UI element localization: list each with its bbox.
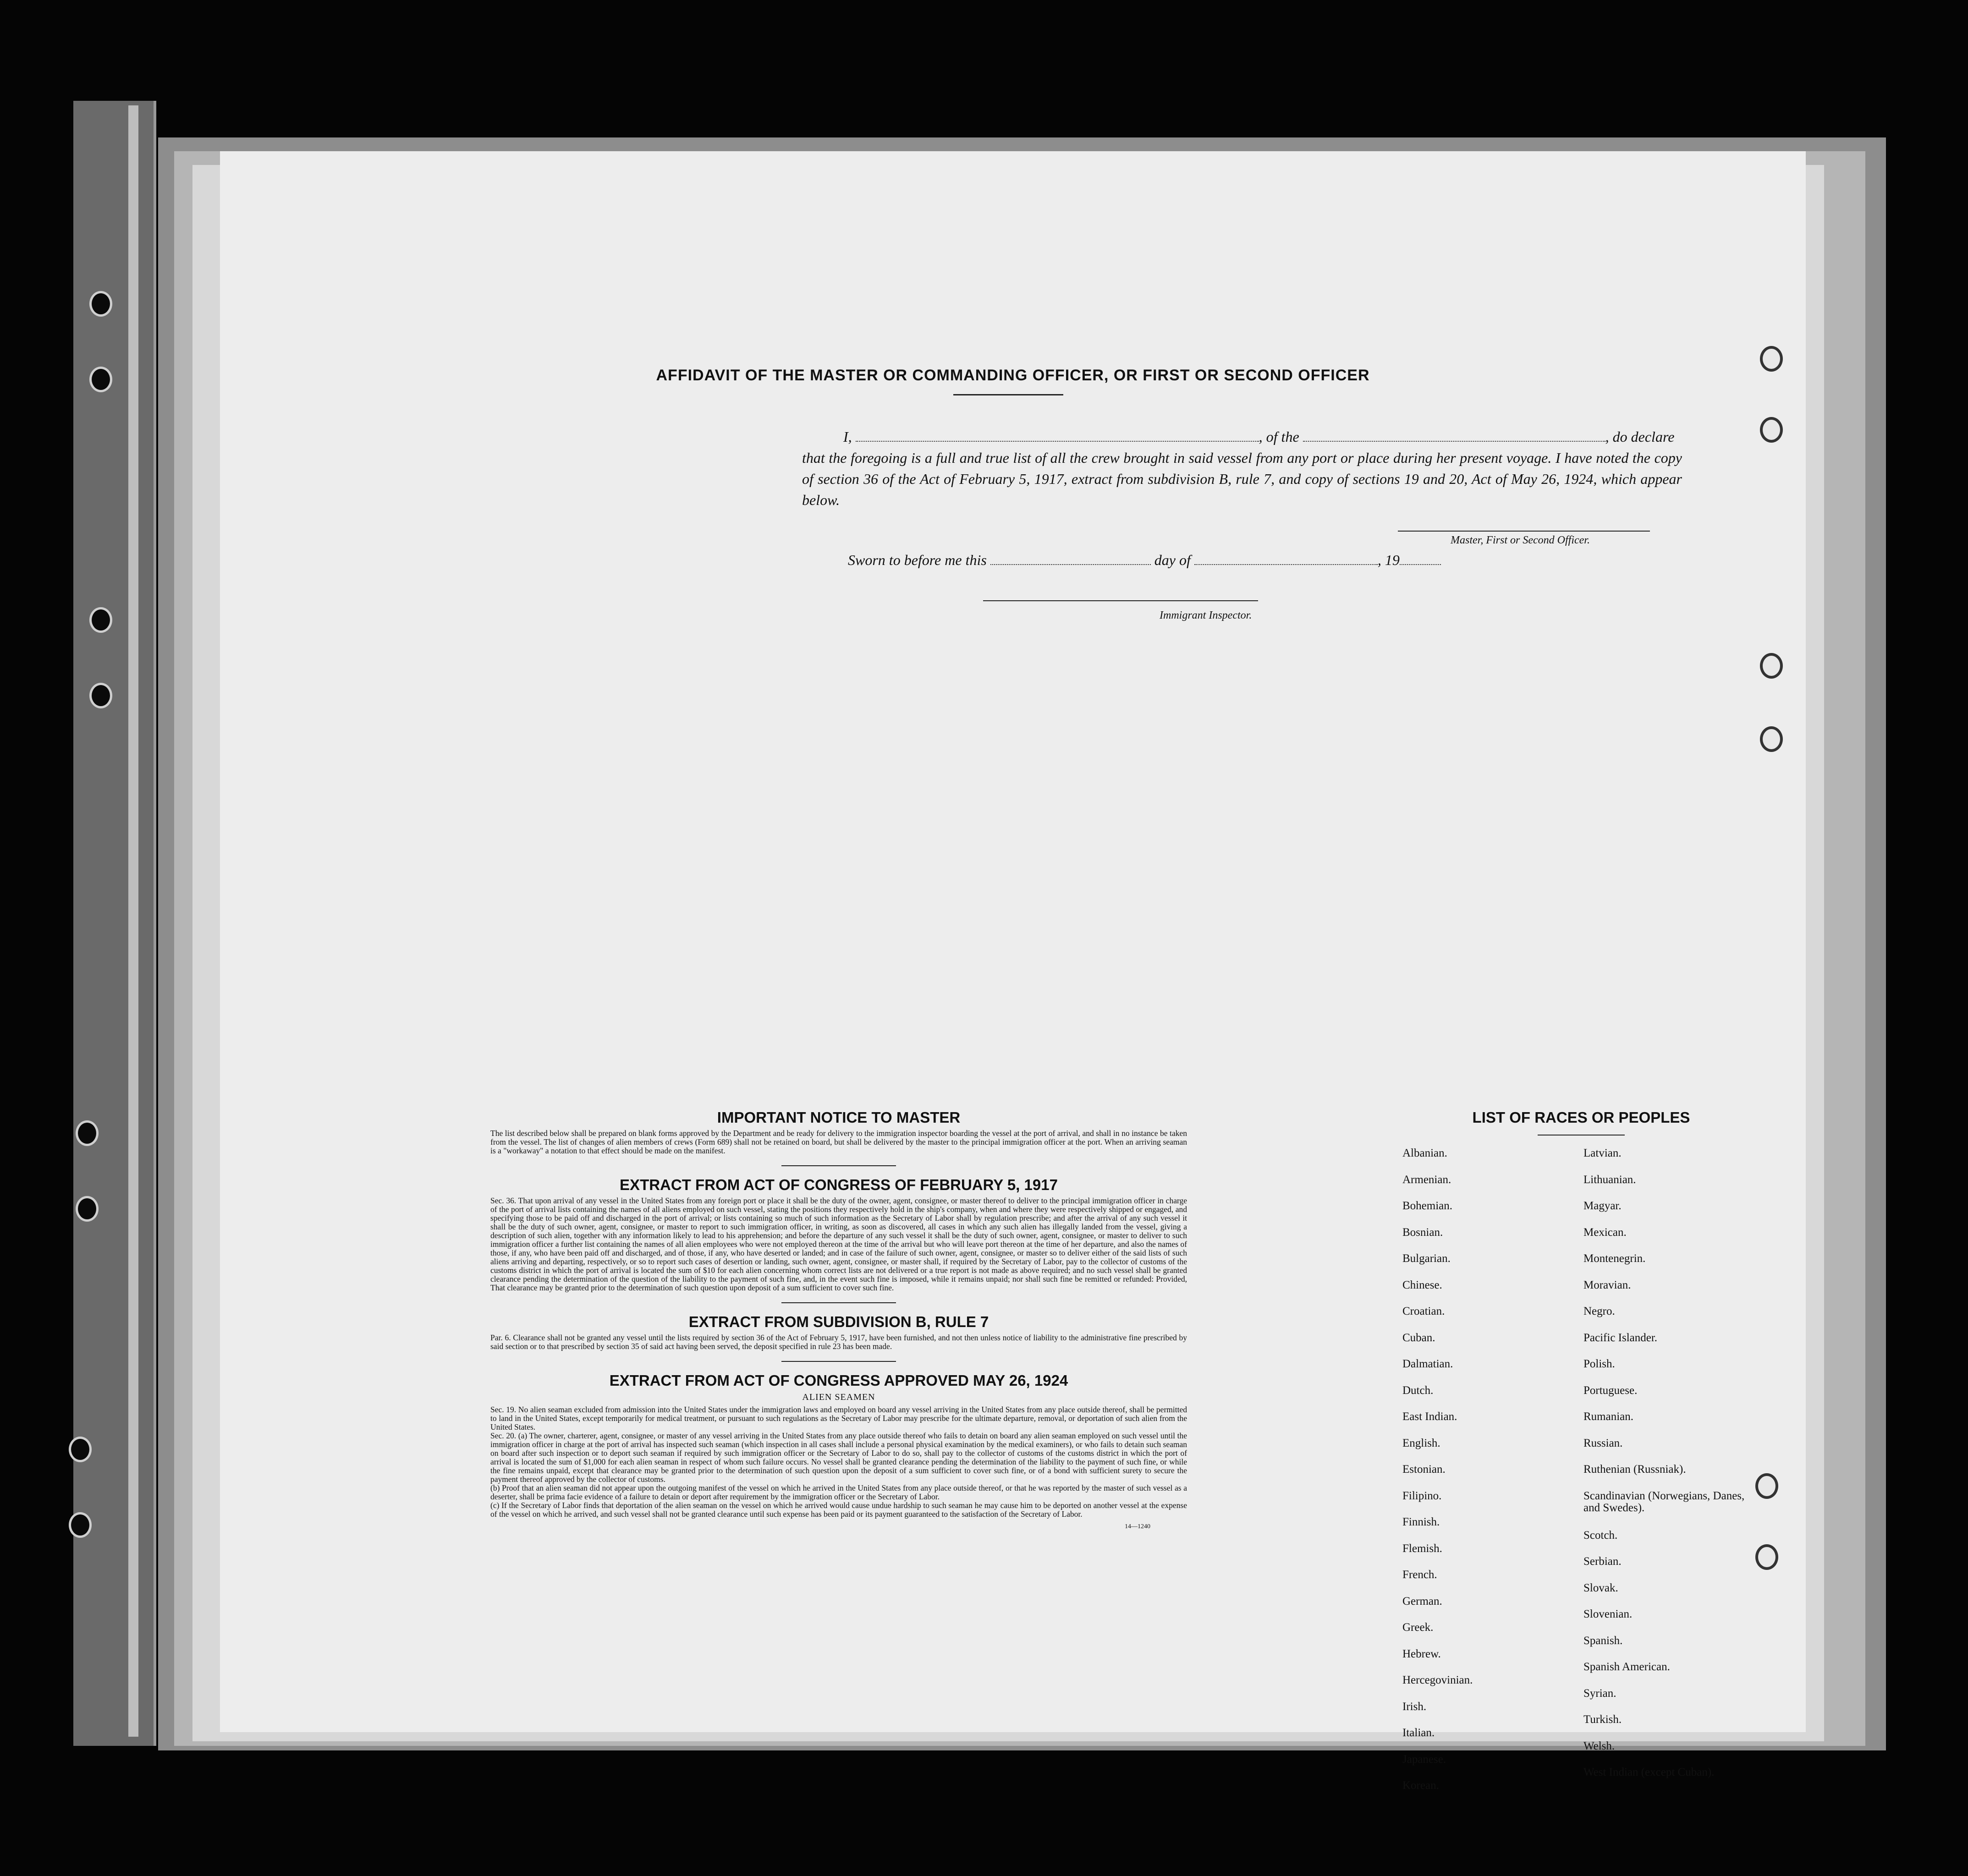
race-item: Scotch. [1583, 1529, 1618, 1541]
race-item: Armenian. [1402, 1173, 1451, 1186]
affidavit-title: AFFIDAVIT OF THE MASTER OR COMMANDING OFFICER, OR FIRST OR SECOND OFFICER [656, 367, 1370, 384]
binder-hole [76, 1120, 99, 1146]
race-item: Spanish American. [1583, 1661, 1670, 1673]
race-item: Bulgarian. [1402, 1252, 1451, 1265]
race-item: Dalmatian. [1402, 1358, 1453, 1370]
sworn-month-field[interactable] [1194, 552, 1378, 565]
sworn-prefix: Sworn to before me this [848, 552, 987, 568]
divider [781, 1302, 896, 1303]
binder-hole [69, 1512, 92, 1538]
race-item: French. [1402, 1569, 1437, 1581]
race-item: Bohemian. [1402, 1200, 1453, 1212]
race-item: Finnish. [1402, 1516, 1440, 1528]
declarant-name-field[interactable] [856, 429, 1259, 442]
extract3-subheading: ALIEN SEAMEN [802, 1392, 875, 1402]
signature-label: Master, First or Second Officer. [1451, 534, 1590, 546]
race-item: Estonian. [1402, 1463, 1446, 1476]
race-item: Hebrew. [1402, 1647, 1441, 1660]
race-item: Irish. [1402, 1700, 1427, 1713]
race-item: Montenegrin. [1583, 1252, 1646, 1265]
form-number: 14—1240 [1125, 1523, 1150, 1530]
race-item: Negro. [1583, 1305, 1615, 1317]
notice-text: The list described below shall be prepared on blank forms approved by the Department and be ready for delivery to the immigration inspector boarding the vessel at the port of arrival, and shall in no instance be taken from the vessel. The list of changes of alien members of crews (Form 689) shall not be retained on board, but shall be delivered by the master to the principal immigration officer at the port. When an arriving seaman is a "workaway" a notation to that effect should be made on the manifest. [490, 1129, 1187, 1155]
sworn-statement [848, 552, 1441, 569]
race-item: Welsh. [1583, 1739, 1615, 1752]
race-item: German. [1402, 1595, 1442, 1607]
punch-hole [1760, 726, 1783, 752]
affidavit-body: that the foregoing is a full and true list of all the crew brought in said vessel from any port or place during her present voyage. I have noted the copy of section 36 of the Act of February 5, 1917, extract from subdivision B, rule 7, and copy of sections 19 and 20, Act of May 26, 1924, which appear below. [802, 450, 1682, 508]
races-heading: LIST OF RACES OR PEOPLES [1472, 1109, 1690, 1126]
punch-hole [1760, 417, 1783, 443]
punch-hole [1760, 346, 1783, 372]
race-item: Ruthenian (Russniak). [1583, 1463, 1686, 1476]
declarant-prefix: I, [843, 428, 852, 445]
race-item: Spanish. [1583, 1634, 1623, 1647]
form-page [220, 151, 1806, 1792]
extract3-sec20a: Sec. 20. (a) The owner, charterer, agent, consignee, or master of any vessel arriving in the United States from any place outside thereof who fails to detain on board any alien seaman employed on such vessel until the immigration officer in charge at the port of arrival has inspected such seaman (which inspection in all cases shall include a personal physical examination by the medical examiners), or who fails to detain such seaman on board after such inspection or to deport such seaman if required by such immigration officer or the Secretary of Labor to do so, shall pay to the collector of customs of the customs district in which the port of arrival is located the sum of $1,000 for each alien seaman in respect of whom such failure occurs. No vessel shall be granted clearance pending the determination of the liability to the payment of such fine, or while the fine remains unpaid, except that clearance may be granted prior to the determination of such question upon the deposit of a sum sufficient to cover such fine, or of a bond with sufficient surety to secure the payment thereof approved by the collector of customs. [490, 1431, 1187, 1484]
extract3-sec20c: (c) If the Secretary of Labor finds that deportation of the alien seaman on the vessel on which he arrived would cause undue hardship to such seaman he may cause him to be deported on another vessel at the expense of the vessel on which he arrived, and such vessel shall not be granted clearance until such expense has been paid or its payment guaranteed to the satisfaction of the Secretary of Labor. [490, 1501, 1187, 1519]
race-item: Greek. [1402, 1621, 1434, 1634]
race-item: Lithuanian. [1583, 1173, 1636, 1186]
race-item: East Indian. [1402, 1410, 1457, 1423]
extract1-text: Sec. 36. That upon arrival of any vessel in the United States from any foreign port or place it shall be the duty of the owner, agent, consignee, or master thereof to deliver to the principal immigration officer in charge of the port of arrival lists containing the names of all aliens employed on such vessel, stating the positions they respectively hold in the ship's company, when and where they were respectively shipped or engaged, and specifying those to be paid off and discharged in the port of arrival; or lists containing so much of such information as the Secretary of Labor shall by regulation prescribe; and after the arrival of any such vessel it shall be the duty of such owner, agent, consignee, or master to report to such immigration officer, in writing, as soon as discovered, all cases in which any such alien has illegally landed from the vessel, giving a description of such alien, together with any information likely to lead to his apprehension; and before the departure of any such vessel it shall be the duty of such owner, agent, consignee, or master to deliver to such immigration officer a further list containing the names of all alien employees who were not employed thereon at the time of the arrival but who will leave port thereon at the time of her departure, and also the names of those, if any, who have been paid off and discharged, and of those, if any, who have deserted or landed; and in case of the failure of such owner, agent, consignee, or master so to deliver either of the said lists of such aliens arriving and departing, respectively, or so to report such cases of desertion or landing, such owner, agent, consignee, or master shall, if required by the Secretary of Labor, pay to the collector of customs of the customs district in which the port of arrival is located the sum of $10 for each alien concerning whom correct lists are not delivered or a true report is not made as above required; and no such vessel shall be granted clearance pending the determination of the question of the liability to the payment of such fine, and, in the event such fine is imposed, while it remains unpaid; nor shall such fine be remitted or refunded: Provided, That clearance may be granted prior to the determination of such question upon deposit of a sum sufficient to cover such fine. [490, 1196, 1187, 1292]
race-item: Korean. [1402, 1779, 1439, 1792]
extract1-heading: EXTRACT FROM ACT OF CONGRESS OF FEBRUARY 5, 1917 [620, 1176, 1058, 1193]
race-item: Albanian. [1402, 1147, 1447, 1159]
race-item: Magyar. [1583, 1200, 1622, 1212]
divider [781, 1165, 896, 1166]
sworn-year-label: , 19 [1377, 552, 1400, 568]
race-item: Japanese. [1402, 1753, 1446, 1766]
binder-hole [76, 1196, 99, 1222]
race-item: Slovenian. [1583, 1608, 1633, 1620]
race-item: Slovak. [1583, 1581, 1618, 1594]
race-item: Rumanian. [1583, 1410, 1634, 1423]
race-item: Filipino. [1402, 1489, 1442, 1502]
signature-line[interactable] [1398, 531, 1650, 532]
extract3-heading: EXTRACT FROM ACT OF CONGRESS APPROVED MAY 26, 1924 [609, 1372, 1068, 1389]
binder-hole [89, 291, 112, 317]
binder-spine [73, 101, 156, 1746]
race-item: West Indian (except Cuban). [1583, 1766, 1715, 1778]
binder-hole [89, 367, 112, 392]
races-left-column [1402, 1147, 1577, 1806]
binder-strip [128, 105, 138, 1737]
race-item: Flemish. [1402, 1542, 1442, 1555]
notice-heading: IMPORTANT NOTICE TO MASTER [717, 1109, 961, 1126]
divider [781, 1361, 896, 1362]
extract2-heading: EXTRACT FROM SUBDIVISION B, RULE 7 [688, 1313, 989, 1330]
race-item: Cuban. [1402, 1331, 1435, 1344]
race-item: Mexican. [1583, 1226, 1627, 1239]
extract3-sec20b: (b) Proof that an alien seaman did not appear upon the outgoing manifest of the vessel on which he arrived in the United States from any place outside thereof, or that he was reported by the master of such vessel as a deserter, shall be prima facie evidence of a failure to detain or deport after requirement by the immigration officer or the Secretary of Labor. [490, 1483, 1187, 1501]
race-item: Pacific Islander. [1583, 1331, 1658, 1344]
race-item: Croatian. [1402, 1305, 1445, 1317]
race-item: Chinese. [1402, 1278, 1442, 1291]
affidavit-statement [802, 426, 1682, 510]
declare-text: , do declare [1605, 428, 1675, 445]
punch-hole [1755, 1473, 1778, 1499]
sworn-year-field[interactable] [1400, 552, 1441, 565]
binder-hole [89, 683, 112, 708]
punch-hole [1755, 1544, 1778, 1570]
race-item: Portuguese. [1583, 1384, 1638, 1397]
race-item: Russian. [1583, 1437, 1623, 1449]
sworn-day-field[interactable] [990, 552, 1151, 565]
race-item: Turkish. [1583, 1713, 1622, 1726]
punch-hole [1760, 653, 1783, 679]
extract2-text: Par. 6. Clearance shall not be granted any vessel until the lists required by section 36 of the Act of February 5, 1917, have been furnished, and not then unless notice of liability to the administrative fine prescribed by said section or to that prescribed by section 35 of said act having been served, the deposit specified in rule 23 has been made. [490, 1333, 1187, 1351]
race-item: English. [1402, 1437, 1440, 1449]
inspector-label: Immigrant Inspector. [1160, 609, 1252, 621]
race-item: Italian. [1402, 1727, 1435, 1739]
race-item: Serbian. [1583, 1555, 1622, 1568]
title-underline [953, 394, 1063, 395]
races-section [1393, 1109, 1769, 1849]
binder-hole [89, 607, 112, 633]
race-item: Bosnian. [1402, 1226, 1443, 1239]
binder-hole [69, 1437, 92, 1462]
vessel-prefix: , of the [1259, 428, 1299, 445]
race-item: Latvian. [1583, 1147, 1622, 1159]
race-item: Moravian. [1583, 1278, 1631, 1291]
extract3-sec19: Sec. 19. No alien seaman excluded from admission into the United States under the immigration laws and employed on board any vessel arriving in the United States from any place outside thereof, shall be permitted to land in the United States, except temporarily for medical treatment, or pursuant to such regulations as the Secretary of Labor may prescribe for the ultimate departure, removal, or deportation of such alien from the United States. [490, 1405, 1187, 1432]
inspector-signature-line[interactable] [983, 600, 1258, 601]
race-item: Dutch. [1402, 1384, 1434, 1397]
race-item: Scandinavian (Norwegians, Danes, and Swedes). [1583, 1489, 1745, 1514]
vessel-name-field[interactable] [1303, 429, 1605, 442]
sworn-day-label: day of [1154, 552, 1191, 568]
races-right-column [1583, 1147, 1758, 1793]
race-item: Polish. [1583, 1358, 1615, 1370]
notice-section [490, 1109, 1187, 1530]
race-item: Syrian. [1583, 1687, 1616, 1700]
race-item: Hercegovinian. [1402, 1674, 1473, 1686]
